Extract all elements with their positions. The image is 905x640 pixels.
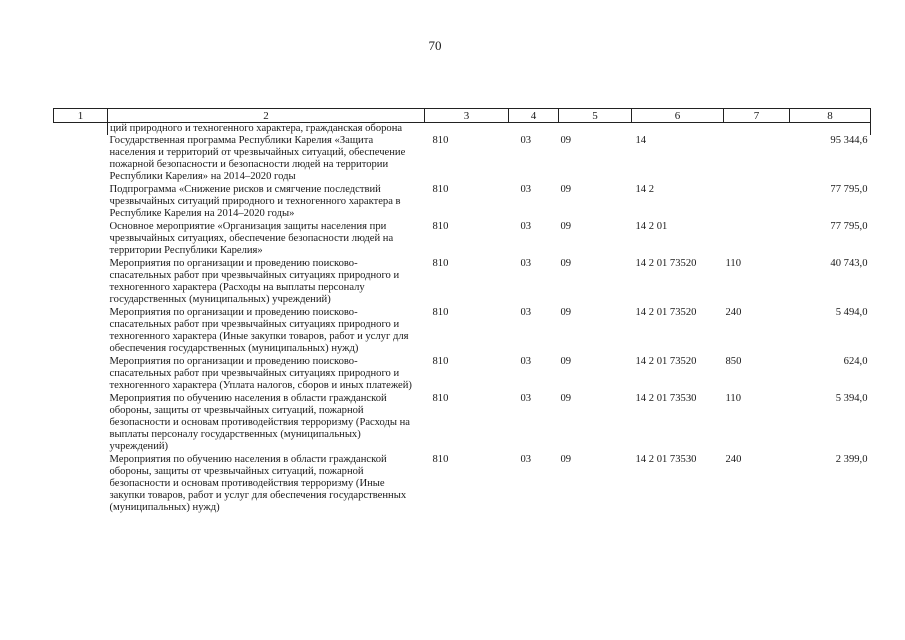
row-expense-type: 850 bbox=[725, 356, 742, 367]
row-amount: 5 494,0 bbox=[835, 307, 868, 318]
row-name: Государственная программа Республики Карелия «Защита населения и территорий от чрезвычайных ситуаций, обеспечение пожарной безопасности и безопасности людей на территории Республики Карелия» на 2014–2020 годы bbox=[109, 135, 406, 182]
column-header: 6 bbox=[632, 109, 724, 123]
row-ministry: 810 bbox=[432, 393, 449, 404]
row-expense-type: 240 bbox=[725, 307, 742, 318]
column-header: 4 bbox=[509, 109, 559, 123]
row-name: Мероприятия по организации и проведению поисково-спасательных работ при чрезвычайных ситуациях природного и техногенного характера (Расходы на выплаты персоналу государственных (муниципальных) учреждений) bbox=[109, 258, 400, 305]
row-target: 14 2 01 bbox=[635, 221, 668, 232]
row-target: 14 2 bbox=[635, 184, 655, 195]
row-subsection: 09 bbox=[560, 307, 572, 318]
row-subsection: 09 bbox=[560, 221, 572, 232]
table-row bbox=[54, 393, 871, 454]
row-ministry: 810 bbox=[432, 258, 449, 269]
row-ministry: 810 bbox=[432, 135, 449, 146]
row-expense-type: 110 bbox=[725, 393, 741, 404]
row-section: 03 bbox=[520, 393, 532, 404]
table-row bbox=[54, 307, 871, 356]
row-name: Мероприятия по организации и проведению поисково-спасательных работ при чрезвычайных ситуациях природного и техногенного характера (Иные закупки товаров, работ и услуг для обеспечения государственных (муниципальных) нужд) bbox=[109, 307, 409, 354]
row-expense-type: 110 bbox=[725, 258, 741, 269]
table-row bbox=[54, 184, 871, 221]
row-expense-type bbox=[724, 135, 790, 184]
row-subsection: 09 bbox=[560, 356, 572, 367]
column-header: 2 bbox=[108, 109, 425, 123]
row-amount: 95 344,6 bbox=[830, 135, 868, 146]
row-target: 14 2 01 73520 bbox=[635, 258, 697, 269]
row-expense-type bbox=[724, 221, 790, 258]
row-name: Мероприятия по обучению населения в области гражданской обороны, защиты от чрезвычайных ситуаций, пожарной безопасности и основам противодействия терроризму (Иные закупки товаров, работ и услуг для обеспечения государственных (муниципальных) нужд) bbox=[109, 454, 407, 513]
row-ministry: 810 bbox=[432, 454, 449, 465]
row-name: Основное мероприятие «Организация защиты населения при чрезвычайных ситуациях, обеспечение безопасности людей на территории Республики Карелия» bbox=[109, 221, 394, 256]
continued-row bbox=[54, 123, 871, 136]
row-amount: 77 795,0 bbox=[830, 221, 868, 232]
row-name: Мероприятия по организации и проведению поисково-спасательных работ при чрезвычайных ситуациях природного и техногенного характера (Уплата налогов, сборов и иных платежей) bbox=[109, 356, 412, 391]
row-ministry: 810 bbox=[432, 356, 449, 367]
row-subsection: 09 bbox=[560, 258, 572, 269]
table-row bbox=[54, 221, 871, 258]
column-header: 1 bbox=[54, 109, 108, 123]
row-section: 03 bbox=[520, 454, 532, 465]
row-name: Подпрограмма «Снижение рисков и смягчение последствий чрезвычайных ситуаций природного и техногенного характера в Республике Карелия на 2014–2020 годы» bbox=[109, 184, 401, 219]
row-section: 03 bbox=[520, 307, 532, 318]
row-target: 14 2 01 73520 bbox=[635, 307, 697, 318]
table-row bbox=[54, 258, 871, 307]
table-row bbox=[54, 454, 871, 515]
page-number: 70 bbox=[428, 38, 442, 53]
row-ministry: 810 bbox=[432, 184, 449, 195]
row-section: 03 bbox=[520, 356, 532, 367]
row-target: 14 2 01 73530 bbox=[635, 393, 697, 404]
row-amount: 624,0 bbox=[843, 356, 868, 367]
row-section: 03 bbox=[520, 184, 532, 195]
row-section: 03 bbox=[520, 135, 532, 146]
row-subsection: 09 bbox=[560, 184, 572, 195]
continued-text: ций природного и техногенного характера, гражданская оборона bbox=[108, 123, 425, 136]
column-header: 5 bbox=[559, 109, 632, 123]
row-ministry: 810 bbox=[432, 307, 449, 318]
row-target: 14 bbox=[635, 135, 647, 146]
column-header: 8 bbox=[790, 109, 871, 123]
table-row bbox=[54, 135, 871, 184]
column-header: 3 bbox=[425, 109, 509, 123]
row-subsection: 09 bbox=[560, 135, 572, 146]
row-amount: 2 399,0 bbox=[835, 454, 868, 465]
row-subsection: 09 bbox=[560, 393, 572, 404]
row-section: 03 bbox=[520, 221, 532, 232]
column-number-header bbox=[54, 109, 871, 123]
row-expense-type: 240 bbox=[725, 454, 742, 465]
row-target: 14 2 01 73520 bbox=[635, 356, 697, 367]
row-amount: 77 795,0 bbox=[830, 184, 868, 195]
row-name: Мероприятия по обучению населения в области гражданской обороны, защиты от чрезвычайных ситуаций, пожарной безопасности и основам противодействия терроризму (Расходы на выплаты персоналу государственных (муниципальных) учреждений) bbox=[109, 393, 411, 452]
row-subsection: 09 bbox=[560, 454, 572, 465]
row-target: 14 2 01 73530 bbox=[635, 454, 697, 465]
row-amount: 40 743,0 bbox=[830, 258, 868, 269]
row-ministry: 810 bbox=[432, 221, 449, 232]
column-header: 7 bbox=[724, 109, 790, 123]
row-expense-type bbox=[724, 184, 790, 221]
row-section: 03 bbox=[520, 258, 532, 269]
row-amount: 5 394,0 bbox=[835, 393, 868, 404]
budget-table bbox=[53, 108, 871, 515]
table-row bbox=[54, 356, 871, 393]
